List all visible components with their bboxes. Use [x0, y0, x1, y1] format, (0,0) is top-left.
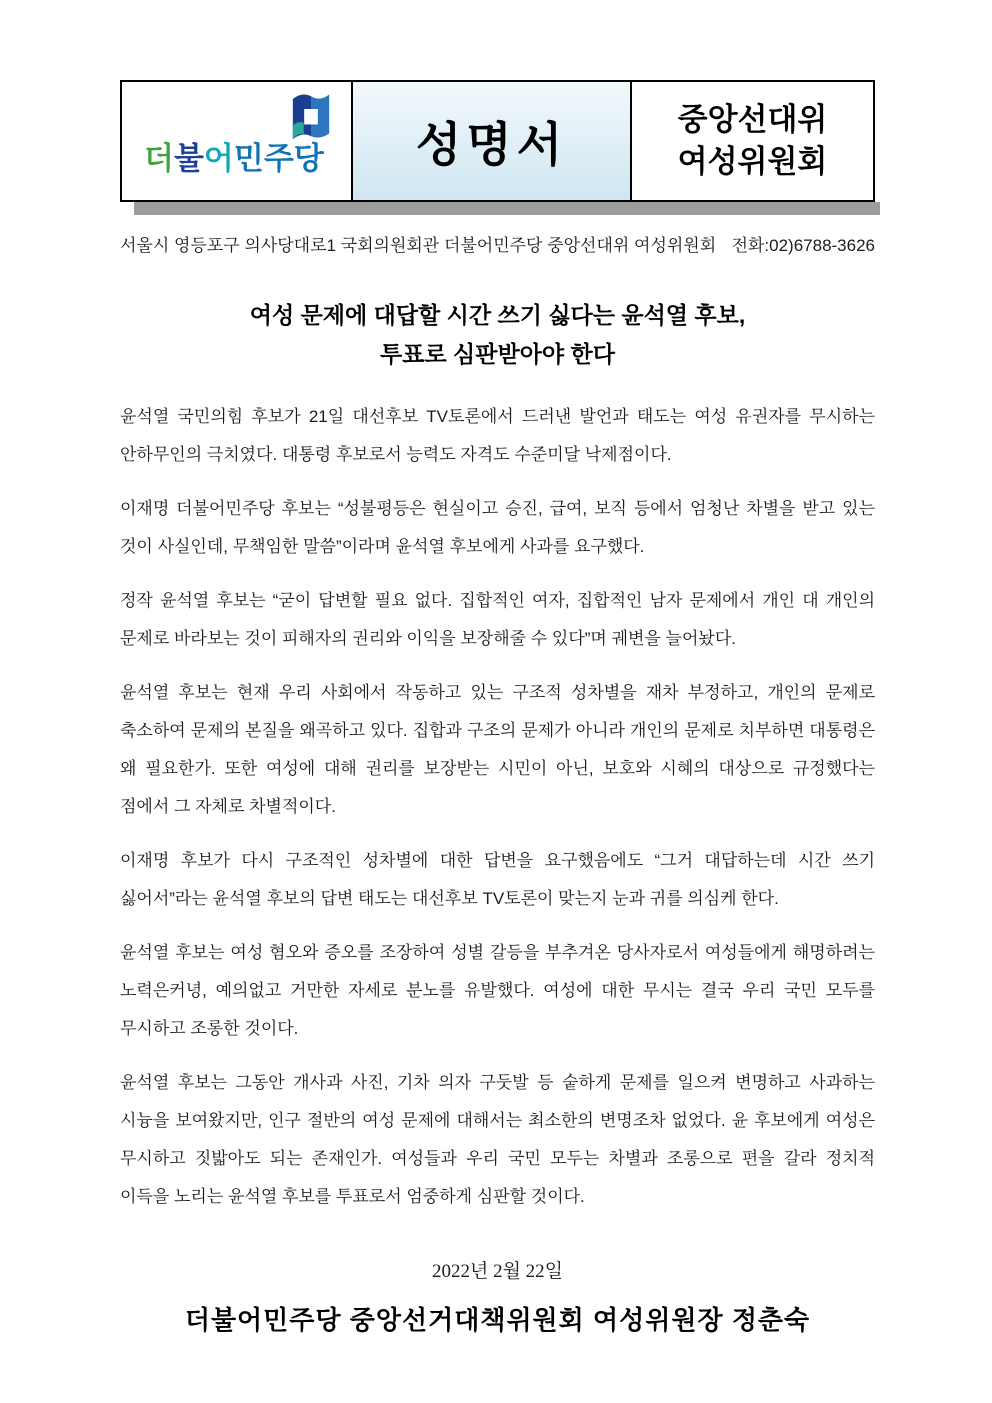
body-paragraph: 정작 윤석열 후보는 “굳이 답변할 필요 없다. 집합적인 여자, 집합적인 남자 문제에서 개인 대 개인의 문제로 바라보는 것이 피해자의 권리와 이익을 보장해줄 수 있다”며 궤변을 늘어놨다. [120, 591, 875, 648]
party-wordmark [144, 133, 324, 178]
statement-date: 2022년 2월 22일 [431, 1261, 564, 1282]
body-paragraph: 윤석열 후보는 여성 혐오와 증오를 조장하여 성별 갈등을 부추겨온 당사자로서 여성들에게 해명하려는 노력은커녕, 예의없고 거만한 자세로 분노를 유발했다. 여성에 대한 무시는 결국 우리 국민 모두를 무시하고 조롱한 것이다. [120, 943, 875, 1038]
wordmark-char: 당 [293, 141, 324, 176]
body-paragraph: 윤석열 국민의힘 후보가 21일 대선후보 TV토론에서 드러낸 발언과 태도는 여성 유권자를 무시하는 안하무인의 극치였다. 대통령 후보로서 능력도 자격도 수준미달 낙제점이다. [120, 407, 875, 464]
header-shadow [134, 202, 880, 215]
wordmark-char: 어 [203, 141, 234, 176]
phone-text: 전화:02)6788-3626 [731, 236, 875, 255]
party-logo [122, 82, 353, 200]
statement-title-line2: 투표로 심판받아야 한다 [380, 341, 615, 367]
body-paragraph: 이재명 더불어민주당 후보는 “성불평등은 현실이고 승진, 급여, 보직 등에서 엄청난 차별을 받고 있는 것이 사실인데, 무책임한 말씀”이라며 윤석열 후보에게 사과를 요구했다. [120, 499, 875, 556]
wordmark-char: 주 [263, 141, 294, 176]
committee-line2: 여성위원회 [677, 144, 828, 179]
wordmark-char: 민 [233, 141, 264, 176]
document-type-label: 성명서 [415, 117, 568, 171]
body-paragraph: 윤석열 후보는 현재 우리 사회에서 작동하고 있는 구조적 성차별을 재차 부정하고, 개인의 문제로 축소하여 문제의 본질을 왜곡하고 있다. 집합과 구조의 문제가 아니라 개인의 문제로 치부하면 대통령은 왜 필요한가. 또한 여성에 대해 권리를 보장받는 시민이 아닌, 보호와 시혜의 대상으로 규정했다는 점에서 그 자체로 차별적이다. [120, 683, 875, 816]
committee-line1: 중앙선대위 [677, 102, 828, 137]
address-text: 서울시 영등포구 의사당대로1 국회의원회관 더불어민주당 중앙선대위 여성위원회 [120, 236, 717, 255]
statement-body [120, 398, 875, 1232]
statement-title-line1: 여성 문제에 대답할 시간 쓰기 싫다는 윤석열 후보, [249, 302, 746, 328]
body-paragraph: 이재명 후보가 다시 구조적인 성차별에 대한 답변을 요구했음에도 “그거 대답하는데 시간 쓰기 싫어서”라는 윤석열 후보의 답변 태도는 대선후보 TV토론이 맞는지 눈과 귀를 의심케 한다. [120, 851, 875, 908]
signature-line: 더불어민주당 중앙선거대책위원회 여성위원장 정춘숙 [184, 1305, 811, 1335]
wordmark-char: 더 [144, 141, 174, 176]
wordmark-char: 불 [173, 141, 204, 176]
document-type-cell [353, 82, 632, 200]
address-row [120, 231, 875, 256]
header-box [120, 80, 875, 202]
statement-title [120, 296, 875, 374]
committee-cell [632, 82, 873, 200]
body-paragraph: 윤석열 후보는 그동안 개사과 사진, 기차 의자 구둣발 등 숱하게 문제를 일으켜 변명하고 사과하는 시늉을 보여왔지만, 인구 절반의 여성 문제에 대해서는 최소한의 변명조차 없었다. 윤 후보에게 여성은 무시하고 짓밟아도 되는 존재인가. 여성들과 우리 국민 모두는 차별과 조롱으로 편을 갈라 정치적 이득을 노리는 윤석열 후보를 투표로서 엄중하게 심판할 것이다. [120, 1073, 875, 1206]
masthead [120, 80, 875, 215]
